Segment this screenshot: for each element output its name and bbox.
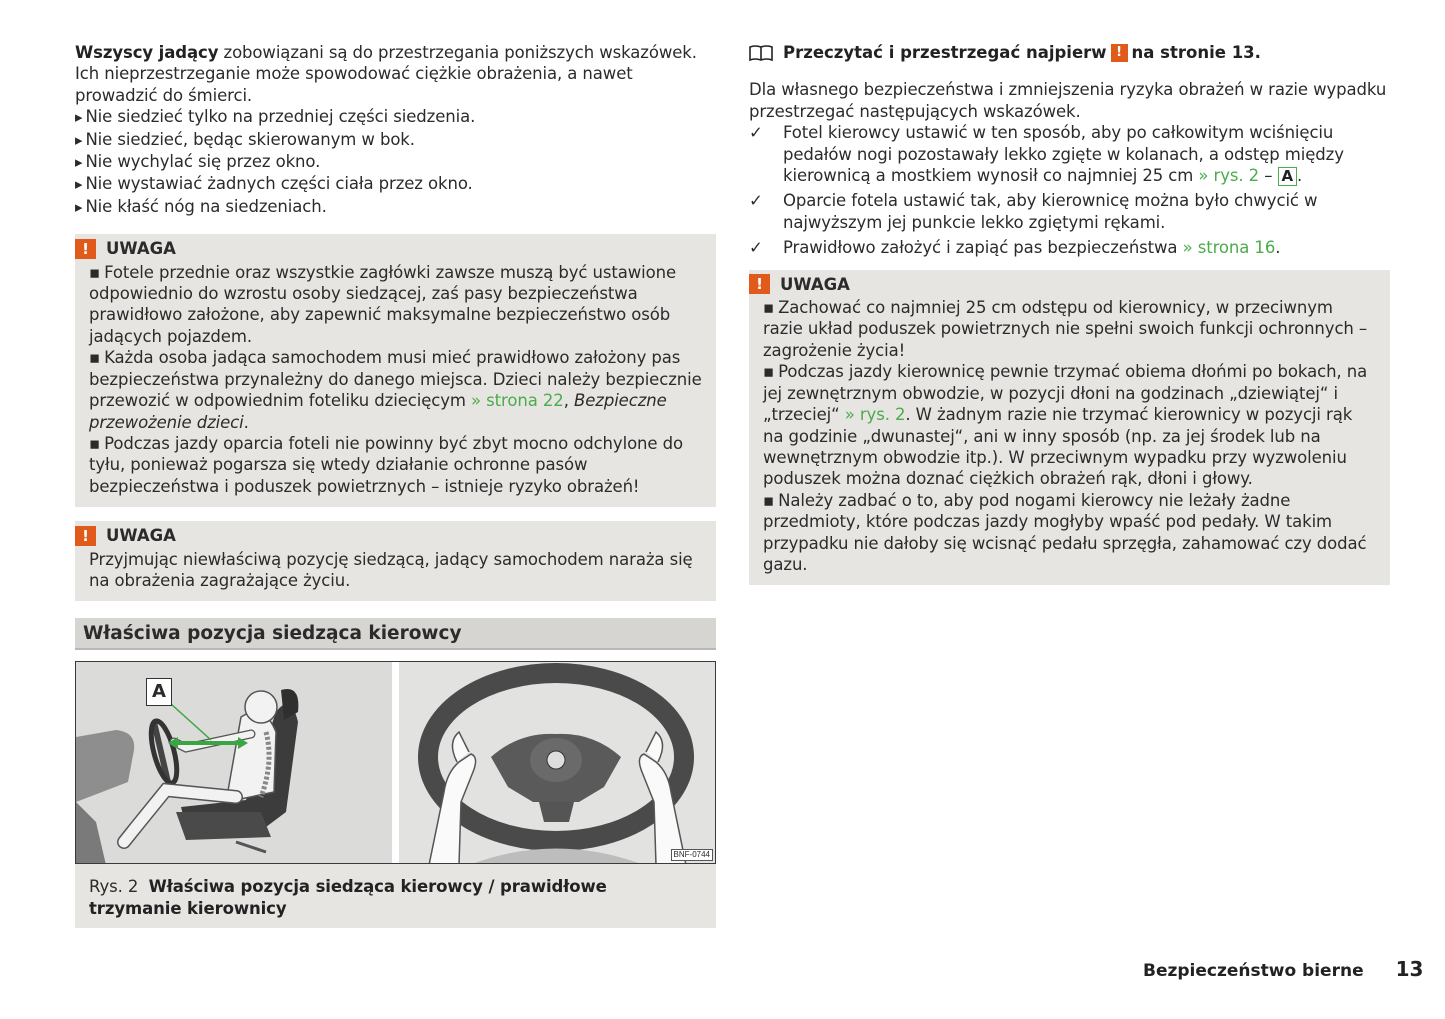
warning-bullet: ▪ Należy zadbać o to, aby pod nogami kierowcy nie leżały żadne przedmioty, które podczas jazdy mogłyby wpaść pod pedały. W takim przypadku nie dałoby się wcisnąć pedału sprzęgła, zahamować czy dodać gazu. [763, 490, 1376, 576]
warning-title: UWAGA [106, 526, 176, 546]
check-text: Fotel kierowcy ustawić w ten sposób, aby po całkowitym wciśnięciu pedałów nogi pozostawały lekko zgięte w kolanach, a odstęp między kierownicą a mostkiem wynosił co najmniej 25 cm [783, 123, 1344, 186]
warning-header [749, 274, 1376, 295]
page-footer [1143, 959, 1423, 982]
intro-paragraph [75, 42, 716, 106]
warning-box-2 [75, 521, 716, 601]
warning-text: Podczas jazdy kierownicę pewnie trzymać obiema dłońmi po bokach, na jej zewnętrznym obwodzie, w pozycji dłoni na godzinach „dziewiątej“ i „trzeciej“ [763, 362, 1368, 425]
period: . [1297, 166, 1303, 186]
warning-text: Przyjmując niewłaściwą pozycję siedzącą, jadący samochodem naraża się na obrażenia zagrażające życiu. [89, 549, 693, 590]
page-link[interactable]: » strona 22 [471, 391, 564, 411]
caption-text [89, 876, 702, 919]
label-a: A [146, 678, 172, 706]
warning-bullet: ▪ Podczas jazdy oparcia foteli nie powinny być zbyt mocno odchylone do tyłu, ponieważ pogarsza się wtedy działanie ochronne pasów bezpieczeństwa i poduszek powietrznych – istnieje ryzyko obrażeń! [89, 433, 702, 497]
dash: – [1259, 166, 1278, 186]
check-text: Prawidłowo założyć i zapiąć pas bezpieczeństwa [783, 238, 1183, 258]
rules-list [75, 106, 716, 218]
reference-header [749, 42, 1390, 63]
warning-header [75, 525, 702, 546]
warning-bullet [763, 361, 1376, 489]
checklist [749, 122, 1390, 258]
seat-position-illustration [76, 662, 392, 863]
intro-paragraph: Dla własnego bezpieczeństwa i zmniejszenia ryzyka obrażeń w razie wypadku przestrzegać następujących wskazówek. [749, 80, 1387, 121]
label-a-box: A [1278, 167, 1298, 186]
check-item [749, 122, 1390, 186]
list-item: ▸ Nie kłaść nóg na siedzeniach. [75, 196, 716, 218]
figure [75, 661, 716, 864]
list-item: ▸ Nie wychylać się przez okno. [75, 151, 716, 173]
warning-icon: ! [1111, 44, 1128, 62]
list-item: ▸ Nie siedzieć tylko na przedniej części siedzenia. [75, 106, 716, 128]
check-item [749, 237, 1390, 258]
warning-text: . W żadnym razie nie trzymać kierownicy w pozycji rąk na godzinie „dwunastej“, ani w inny sposób (np. za jej środek lub na wewnętrznym obwodzie itp.). W przeciwnym wypadku przy wyzwoleniu poduszek można doznać ciężkich obrażeń rąk, dłoni i głowy. [763, 405, 1353, 489]
warning-icon: ! [749, 274, 770, 294]
list-item: ▸ Nie wystawiać żadnych części ciała przez okno. [75, 173, 716, 195]
warning-box-3 [749, 270, 1390, 586]
panel-divider [392, 662, 399, 863]
page-link[interactable]: » strona 16 [1182, 238, 1276, 258]
figure-caption [75, 864, 716, 928]
intro-text: zobowiązani są do przestrzegania poniższych wskazówek. Ich nieprzestrzeganie może spowodować ciężkie obrażenia, a nawet prowadzić do śmierci. [75, 43, 697, 105]
check-item: ✓ Oparcie fotela ustawić tak, aby kierownicę można było chwycić w najwyższym jej punkcie lekko zgiętymi rękami. [749, 190, 1390, 233]
warning-icon: ! [75, 526, 96, 546]
left-column [75, 42, 716, 928]
steering-wheel-illustration [399, 662, 715, 863]
list-item: ▸ Nie siedzieć, będąc skierowanym w bok. [75, 129, 716, 151]
steering-wheel-drawing [399, 662, 715, 863]
book-icon [749, 44, 773, 62]
warning-box-1 [75, 234, 716, 507]
warning-bullet: ▪ Fotele przednie oraz wszystkie zagłówki zawsze muszą być ustawione odpowiednio do wzrostu osoby siedzącej, zaś pasy bezpieczeństwa prawidłowo założone, aby zapewnić maksymalne bezpieczeństwo osób jadących pojazdem. [89, 262, 702, 348]
section-title: Właściwa pozycja siedząca kierowcy [75, 618, 716, 650]
chapter-reference: Bezpieczne przewożenie dzieci [89, 391, 667, 432]
figure-code: BNF-0744 [671, 849, 713, 861]
period: . [243, 412, 249, 432]
warning-text: Każda osoba jadąca samochodem musi mieć prawidłowo założony pas bezpieczeństwa przynależny do danego miejsca. Dzieci należy bezpiecznie przewozić w odpowiednim foteliku dziecięcym [89, 348, 702, 411]
separator: , [563, 391, 574, 411]
reference-page[interactable]: na stronie 13. [1131, 43, 1261, 62]
page-number: 13 [1395, 957, 1424, 981]
reference-text: Przeczytać i przestrzegać najpierw [783, 43, 1107, 62]
figure-link[interactable]: » rys. 2 [844, 405, 906, 425]
caption-bold: Właściwa pozycja siedząca kierowcy / prawidłowe trzymanie kierownicy [89, 877, 607, 918]
warning-title: UWAGA [106, 239, 176, 259]
figure-link[interactable]: » rys. 2 [1198, 166, 1260, 186]
right-column [749, 42, 1390, 585]
intro-bold: Wszyscy jadący [75, 43, 219, 62]
warning-bullet: ▪ Zachować co najmniej 25 cm odstępu od kierownicy, w przeciwnym razie układ poduszek powietrznych nie spełni swoich funkcji ochronnych – zagrożenie życia! [763, 297, 1376, 361]
seat-position-drawing [76, 662, 392, 863]
footer-title: Bezpieczeństwo bierne [1143, 961, 1364, 981]
caption-prefix: Rys. 2 [89, 877, 139, 897]
warning-icon: ! [75, 239, 96, 259]
warning-title: UWAGA [780, 274, 850, 294]
warning-bullet [89, 347, 702, 433]
period: . [1275, 238, 1281, 258]
warning-header [75, 238, 702, 259]
